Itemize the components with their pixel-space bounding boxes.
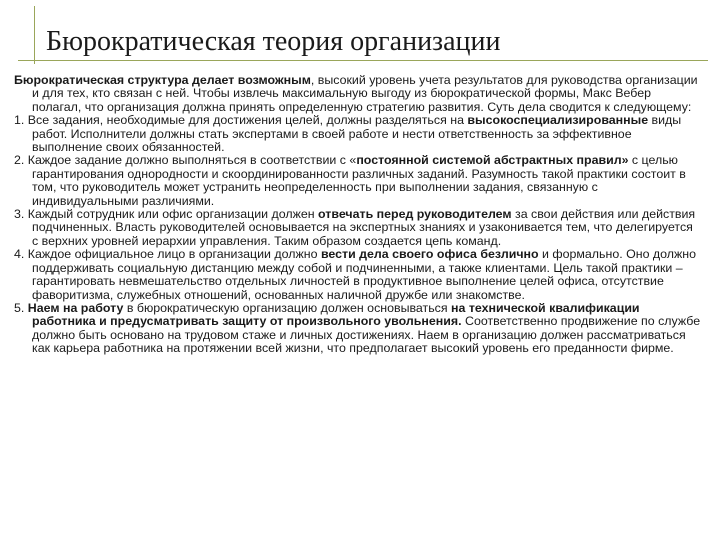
- list-item-5: [14, 302, 702, 356]
- intro-text: , высокий уровень учета результатов для руководства организации и для тех, кто связан с ней. Чтобы извлечь максимальную выгоду из бюрократической формы, Макс Вебер полагал, что организация должна принять определенную стратегию развития. Суть дела сводится к следующему:: [32, 73, 698, 114]
- item-3-bold: отвечать перед руководителем: [318, 207, 512, 222]
- title-horizontal-rule: [18, 60, 708, 61]
- item-1-text-a: 1. Все задания, необходимые для достижения целей, должны разделяться на: [14, 113, 468, 128]
- item-2-text-a: 2. Каждое задание должно выполняться в соответствии с «: [14, 153, 357, 168]
- intro-bold: Бюрократическая структура делает возможным: [14, 73, 311, 87]
- item-3-text-b: за свои действия или действия подчиненных. Власть руководителей основывается на экспертных знаниях и узаконивается тем, что делегируется с верхних уровней иерархии управления. Таким образом создается цепь команд.: [32, 207, 696, 248]
- intro-paragraph: [14, 74, 702, 114]
- list-item-1: [14, 114, 702, 154]
- item-2-bold: постоянной системой абстрактных правил»: [356, 153, 629, 168]
- list-item-2: [14, 154, 702, 208]
- item-5-text-a: 5.: [14, 300, 28, 315]
- item-5-bold-a: Наем на работу: [27, 300, 124, 315]
- list-item-3: [14, 208, 702, 248]
- item-3-text-a: 3. Каждый сотрудник или офис организации должен: [14, 207, 319, 222]
- list-item-4: [14, 248, 702, 302]
- item-4-text-b: и формально. Оно должно поддерживать социальную дистанцию между собой и подчиненными, а также клиентами. Цель такой практики – гарантировать невмешательство отдельных личностей в продуктивное выполнение целей офиса, отсутствие фаворитизма, служебных отношений, основанных наличной дружбе или знакомстве.: [32, 247, 697, 302]
- title-vertical-rule: [34, 6, 35, 64]
- item-5-text-c: Соответственно продвижение по службе должно быть основано на трудовом стаже и личных достижениях. Наем в организацию должен рассматриваться как карьера работника на протяжении всей жизни, что предполагает высокий уровень его преданности фирме.: [32, 314, 701, 356]
- item-1-text-b: виды работ. Исполнители должны стать экспертами в своей работе и нести ответственность за эффективное выполнение своих обязанностей.: [32, 113, 682, 155]
- item-1-bold: высокоспециализированные: [467, 113, 649, 128]
- item-4-text-a: 4. Каждое официальное лицо в организации должно: [14, 247, 321, 262]
- slide-title: Бюрократическая теория организации: [46, 26, 501, 57]
- item-5-text-b: в бюрократическую организацию должен основываться: [123, 300, 452, 315]
- item-4-bold: вести дела своего офиса безлично: [320, 247, 539, 262]
- item-5-bold-b: на технической квалификации работника и предусматривать защиту от произвольного увольнения.: [32, 300, 640, 329]
- item-2-text-b: с целью гарантирования однородности и скоординированности различных заданий. Разумность такой практики состоит в том, что руководитель может устранить неопределенность при выполнении задания, связанную с индивидуальными различиями.: [32, 153, 686, 208]
- slide-body: [14, 74, 702, 356]
